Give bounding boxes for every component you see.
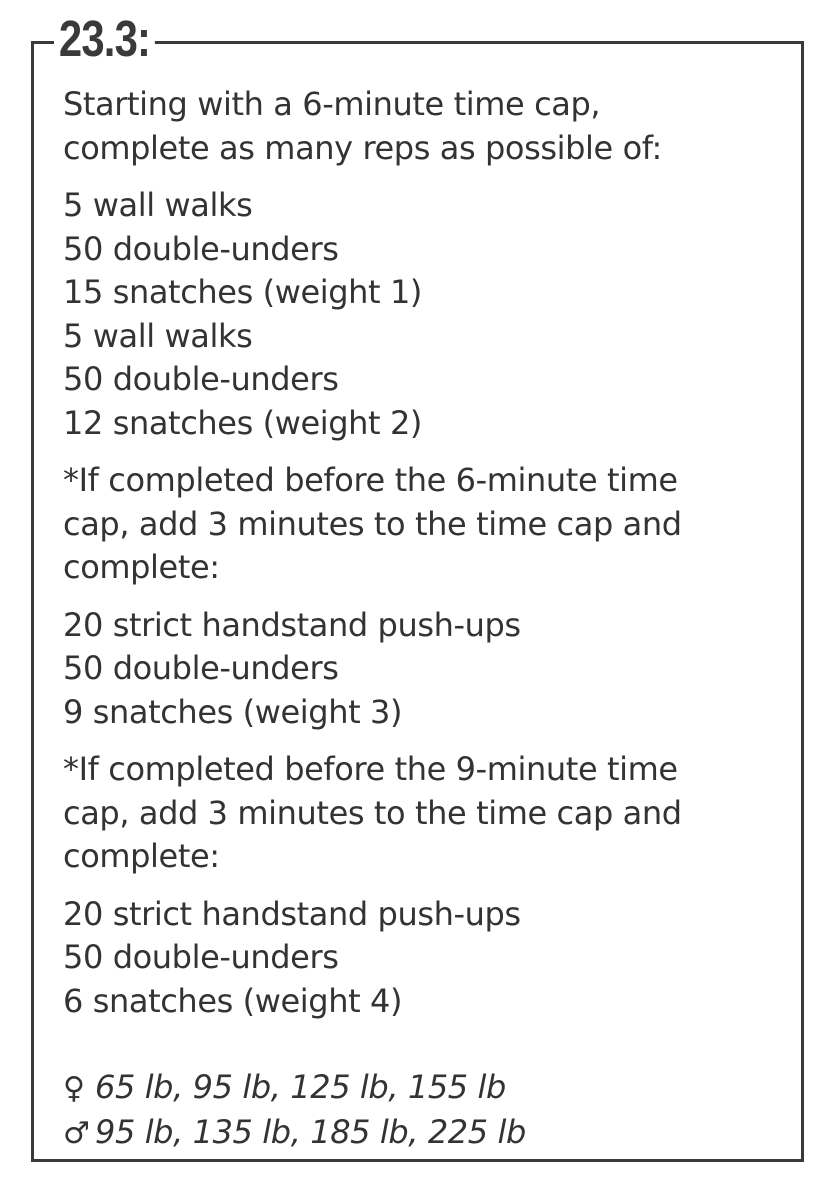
note-line: complete:	[63, 837, 220, 875]
movement-item: 50 double-unders	[63, 360, 339, 398]
time-cap-note-2	[63, 748, 783, 879]
female-weights	[63, 1066, 783, 1111]
movement-item: 20 strict handstand push-ups	[63, 605, 521, 644]
movement-item: 15 snatches (weight 1)	[63, 273, 422, 311]
male-weights	[63, 1111, 783, 1156]
movement-item: 5 wall walks	[63, 316, 253, 355]
movement-item: 5 wall walks	[63, 186, 253, 224]
movement-list-1	[63, 184, 783, 445]
male-weights-text: 95 lb, 135 lb, 185 lb, 225 lb	[95, 1112, 526, 1151]
movement-list-2	[63, 604, 783, 735]
movement-item: 50 double-unders	[63, 229, 339, 268]
movement-item: 50 double-unders	[63, 649, 339, 687]
workout-description	[63, 83, 783, 1155]
female-weights-text: 65 lb, 95 lb, 125 lb, 155 lb	[95, 1068, 506, 1106]
note-line: *If completed before the 9-minute time	[63, 750, 678, 788]
intro-line: complete as many reps as possible of:	[63, 128, 662, 167]
male-symbol-icon: ♂	[63, 1115, 90, 1151]
movement-item: 6 snatches (weight 4)	[63, 981, 403, 1020]
movement-item: 12 snatches (weight 2)	[63, 403, 422, 442]
note-line: cap, add 3 minutes to the time cap and	[63, 504, 682, 543]
weights-section	[63, 1066, 783, 1155]
note-line: complete:	[63, 548, 220, 586]
female-symbol-icon: ♀	[63, 1071, 85, 1106]
movement-list-3	[63, 893, 783, 1024]
movement-item: 20 strict handstand push-ups	[63, 894, 521, 933]
note-line: *If completed before the 6-minute time	[63, 461, 678, 499]
movement-item: 9 snatches (weight 3)	[63, 692, 403, 731]
movement-item: 50 double-unders	[63, 938, 339, 976]
workout-title: 23.3:	[54, 8, 155, 70]
time-cap-note-1	[63, 459, 783, 590]
note-line: cap, add 3 minutes to the time cap and	[63, 793, 682, 832]
intro-paragraph	[63, 83, 783, 170]
intro-line: Starting with a 6-minute time cap,	[63, 85, 601, 123]
